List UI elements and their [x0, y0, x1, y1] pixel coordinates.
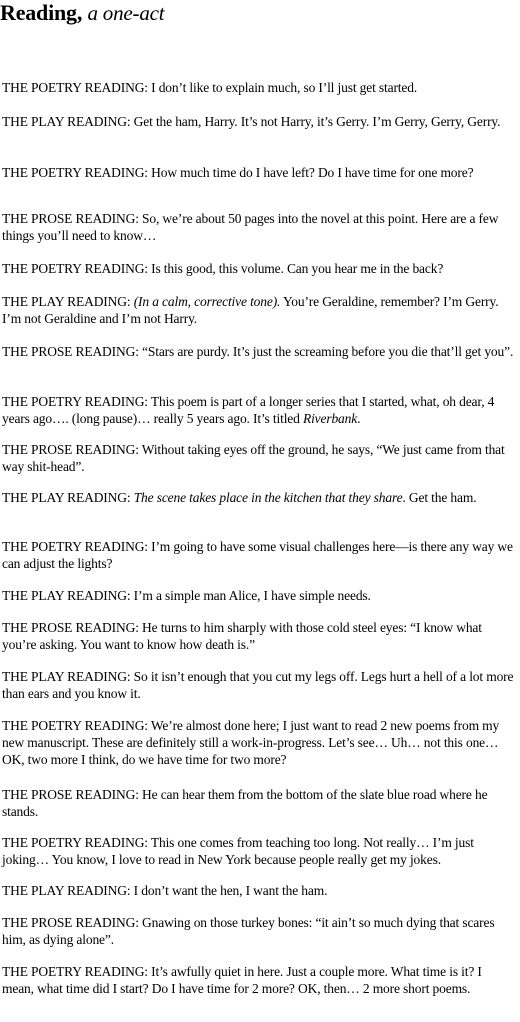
dialogue-line	[2, 538, 515, 572]
line-text: THE PROSE READING: He turns to him sharply with those cold steel eyes: “I know what you’re asking. You want to know how death is.”	[2, 620, 482, 652]
line-text: THE PLAY READING: I’m a simple man Alice, I have simple needs.	[2, 588, 371, 603]
dialogue-line	[2, 963, 515, 997]
line-text: THE PROSE READING: So, we’re about 50 pages into the novel at this point. Here are a few things you’ll need to know…	[2, 211, 499, 243]
line-text: . Get the ham.	[402, 490, 477, 505]
dialogue-line	[2, 882, 515, 899]
line-text: THE PROSE READING: He can hear them from the bottom of the slate blue road where he stands.	[2, 787, 488, 819]
dialogue-line	[2, 164, 515, 181]
dialogue-line	[2, 834, 515, 868]
title-subtitle: a one-act	[87, 1, 165, 25]
dialogue-line	[2, 619, 515, 653]
dialogue-line	[2, 441, 515, 475]
line-text: THE POETRY READING: I’m going to have some visual challenges here—is there any way we can adjust the lights?	[2, 539, 513, 571]
title-main: Reading,	[0, 0, 83, 25]
line-text: THE POETRY READING: How much time do I have left? Do I have time for one more?	[2, 165, 474, 180]
dialogue-line	[2, 914, 515, 948]
line-text: THE PLAY READING: I don’t want the hen, I want the ham.	[2, 883, 328, 898]
dialogue-line	[2, 668, 515, 702]
line-text: THE PROSE READING: Gnawing on those turkey bones: “it ain’t so much dying that scares him, as dying alone”.	[2, 915, 495, 947]
line-text: THE POETRY READING: I don’t like to explain much, so I’ll just get started.	[2, 80, 418, 95]
dialogue-line	[2, 293, 515, 327]
stage-direction: The scene takes place in the kitchen that they share	[133, 490, 403, 505]
dialogue-line	[2, 113, 515, 130]
dialogue-line	[2, 587, 515, 604]
line-text: THE POETRY READING: Is this good, this volume. Can you hear me in the back?	[2, 261, 444, 276]
document-title	[0, 0, 164, 26]
dialogue-line	[2, 393, 515, 427]
poem-title: Riverbank	[302, 411, 358, 426]
line-text: THE PLAY READING: So it isn’t enough that you cut my legs off. Legs hurt a hell of a lot more than ears and you know it.	[2, 669, 514, 701]
stage-direction: (In a calm, corrective tone).	[133, 294, 281, 309]
line-text: THE POETRY READING: We’re almost done here; I just want to read 2 new poems from my new manuscript. These are definitely still a work-in-progress. Let’s see… Uh… not this one… OK, two more I think, do we have time for two more?	[2, 718, 500, 767]
dialogue-line	[2, 260, 515, 277]
dialogue-line	[2, 210, 515, 244]
line-text: THE POETRY READING: This poem is part of a longer series that I started, what, oh dear, 4 years ago…. (long pause)… really 5 years ago. It’s titled	[2, 394, 495, 426]
line-text: THE PLAY READING: Get the ham, Harry. It’s not Harry, it’s Gerry. I’m Gerry, Gerry, Gerry.	[2, 114, 501, 129]
line-text: THE PLAY READING:	[2, 294, 134, 309]
line-text: THE POETRY READING: It’s awfully quiet in here. Just a couple more. What time is it? I mean, what time did I start? Do I have time for 2 more? OK, then… 2 more short poems.	[2, 964, 482, 996]
line-text: You’re Geraldine, remember? I’m Gerry. I’m not Geraldine and I’m not Harry.	[2, 294, 499, 326]
line-text: THE POETRY READING: This one comes from teaching too long. Not really… I’m just joking… You know, I love to read in New York because people really get my jokes.	[2, 835, 474, 867]
dialogue-line	[2, 489, 515, 506]
line-text: THE PROSE READING: Without taking eyes off the ground, he says, “We just came from that way shit-head”.	[2, 442, 505, 474]
dialogue-line	[2, 717, 515, 768]
dialogue-line	[2, 343, 515, 360]
line-text: THE PLAY READING:	[2, 490, 134, 505]
dialogue-line	[2, 786, 515, 820]
line-text: THE PROSE READING: “Stars are purdy. It’s just the screaming before you die that’ll get you”.	[2, 344, 514, 359]
dialogue-line	[2, 79, 515, 96]
line-text: .	[357, 411, 361, 426]
